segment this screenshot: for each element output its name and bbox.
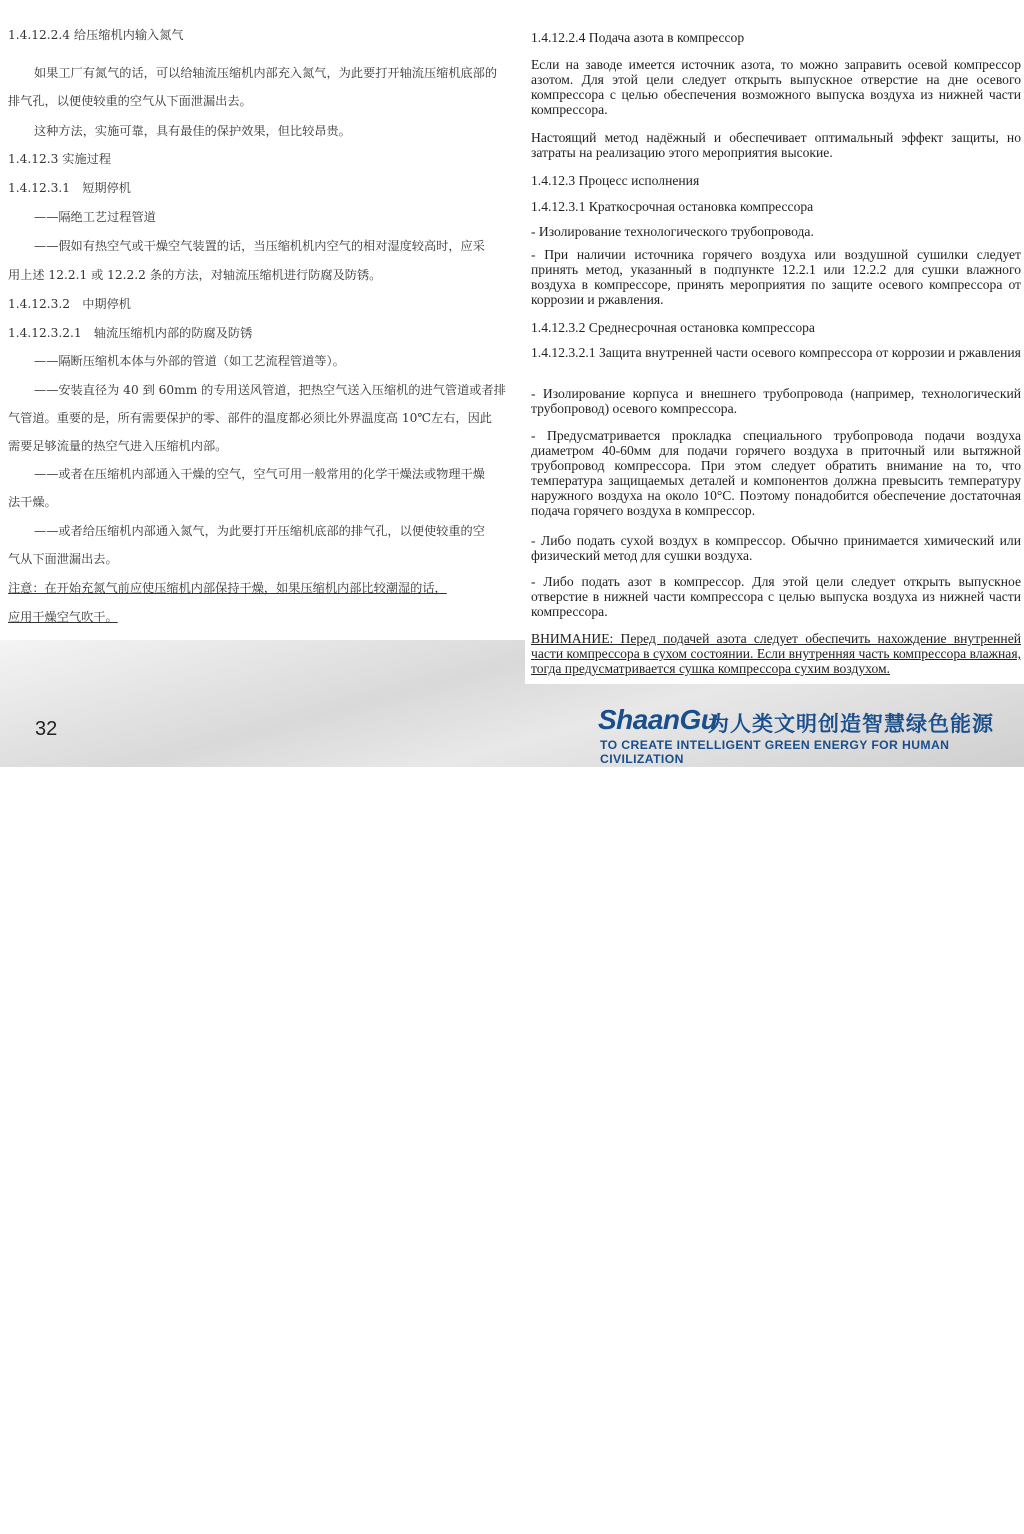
logo-brand-text: ShaanGu	[598, 704, 718, 735]
paragraph-line: 法干燥。	[8, 495, 57, 509]
list-item: ——安装直径为 40 到 60mm 的专用送风管道，把热空气送入压缩机的进气管道或者排	[34, 383, 506, 397]
paragraph: Настоящий метод надёжный и обеспечивает оптимальный эффект защиты, но затраты на реализацию этого мероприятия высокие.	[531, 130, 1021, 160]
heading-1-4-12-3-1-cn: 1.4.12.3.1 短期停机	[8, 181, 131, 195]
list-item: ——隔断压缩机本体与外部的管道（如工艺流程管道等）。	[34, 354, 345, 368]
paragraph-line: 如果工厂有氮气的话，可以给轴流压缩机内部充入氮气，为此要打开轴流压缩机底部的	[34, 66, 498, 80]
heading-1-4-12-3-2-cn: 1.4.12.3.2 中期停机	[8, 297, 131, 311]
warning-note: ВНИМАНИЕ: Перед подачей азота следует обеспечить нахождение внутренней части компрессора в сухом состоянии. Если внутренняя часть компрессора влажная, тогда предусматривается сушка компрессора сухим воздухом.	[531, 631, 1021, 676]
heading-1-4-12-3-2-1-ru: 1.4.12.3.2.1 Защита внутренней части осевого компрессора от коррозии и ржавления	[531, 345, 1021, 360]
paragraph-line: 气管道。重要的是，所有需要保护的零、部件的温度都必须比外界温度高 10℃左右，因此	[8, 411, 492, 425]
note-line: 注意：在开始充氮气前应使压缩机内部保持干燥，如果压缩机内部比较潮湿的话，	[8, 581, 447, 595]
russian-text-panel	[525, 18, 1024, 684]
list-item: ——假如有热空气或干燥空气装置的话，当压缩机机内空气的相对湿度较高时，应采	[34, 239, 485, 253]
list-item: - Либо подать азот в компрессор. Для этой цели следует открыть выпускное отверстие в нижней части компрессора с целью выпуска воздуха из нижней части компрессора.	[531, 574, 1021, 619]
list-item: ——隔绝工艺过程管道	[34, 210, 156, 224]
list-item: ——或者给压缩机内部通入氮气，为此要打开压缩机底部的排气孔，以便使较重的空	[34, 524, 485, 538]
heading-1-4-12-3-2-ru: 1.4.12.3.2 Среднесрочная остановка компрессора	[531, 320, 815, 335]
heading-1-4-12-3-2-1-cn: 1.4.12.3.2.1 轴流压缩机内部的防腐及防锈	[8, 326, 253, 340]
list-item: - Изолирование технологического трубопровода.	[531, 224, 814, 239]
paragraph-line: 这种方法，实施可靠，具有最佳的保护效果，但比较昂贵。	[34, 124, 351, 138]
paragraph: Если на заводе имеется источник азота, то можно заправить осевой компрессор азотом. Для этой цели следует открыть выпускное отверстие на дне осевого компрессора с целью обеспечения возможного выпуска воздуха из нижней части компрессора.	[531, 57, 1021, 117]
list-item: - Предусматривается прокладка специального трубопровода подачи воздуха диаметром 40-60мм для подачи горячего воздуха в приточный или вытяжной трубопровод компрессора. При этом следует обратить внимание на то, что температура защищаемых деталей и компонентов должна превысить температуру наружного воздуха на около 10°C. Поэтому понадобится обеспечение достаточная подача горячего воздуха в компрессор.	[531, 428, 1021, 518]
chinese-text-panel	[0, 18, 530, 630]
list-item: ——或者在压缩机内部通入干燥的空气，空气可用一般常用的化学干燥法或物理干燥	[34, 467, 485, 481]
logo-slogan-en: TO CREATE INTELLIGENT GREEN ENERGY FOR HUMAN CIVILIZATION	[600, 738, 950, 766]
page-number: 32	[35, 718, 58, 740]
paragraph-line: 气从下面泄漏出去。	[8, 552, 118, 566]
list-item: - При наличии источника горячего воздуха или воздушной сушилки следует принять метод, указанный в подпункте 12.2.1 или 12.2.2 для сушки влажного воздуха в компрессоре, принять мероприятия по защите осевого компрессора от коррозии и ржавления.	[531, 247, 1021, 307]
paragraph-line: 用上述 12.2.1 或 12.2.2 条的方法，对轴流压缩机进行防腐及防锈。	[8, 268, 382, 282]
heading-1-4-12-3-1-ru: 1.4.12.3.1 Краткосрочная остановка компрессора	[531, 199, 814, 214]
logo-slogan-cn: 为人类文明创造智慧绿色能源	[708, 712, 994, 736]
heading-1-4-12-2-4-cn: 1.4.12.2.4 给压缩机内输入氮气	[8, 28, 184, 42]
note-line: 应用干燥空气吹干。	[8, 610, 118, 624]
heading-1-4-12-3-cn: 1.4.12.3 实施过程	[8, 152, 112, 166]
paragraph-line: 排气孔，以便使较重的空气从下面泄漏出去。	[8, 94, 252, 108]
list-item: - Изолирование корпуса и внешнего трубопровода (например, технологический трубопровод) осевого компрессора.	[531, 386, 1021, 416]
list-item: - Либо подать сухой воздух в компрессор. Обычно принимается химический или физический метод для сушки воздуха.	[531, 533, 1021, 563]
paragraph-line: 需要足够流量的热空气进入压缩机内部。	[8, 439, 228, 453]
heading-1-4-12-2-4-ru: 1.4.12.2.4 Подача азота в компрессор	[531, 30, 745, 45]
heading-1-4-12-3-ru: 1.4.12.3 Процесс исполнения	[531, 173, 700, 188]
shaangu-logo	[598, 704, 1008, 766]
